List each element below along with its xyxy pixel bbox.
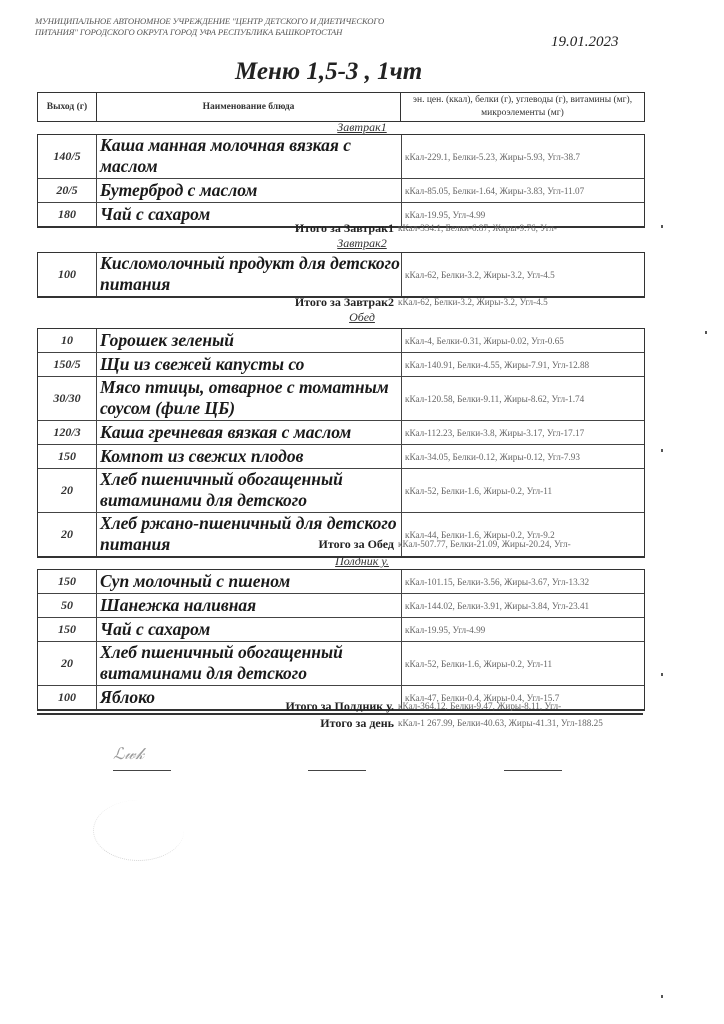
row-dish-name: Чай с сахаром: [97, 203, 402, 226]
row-yield: 150: [38, 570, 97, 593]
divider: [37, 713, 643, 715]
section-title-lunch: Обед: [349, 310, 375, 324]
row-nutrition: кКал-52, Белки-1.6, Жиры-0.2, Угл-11: [405, 485, 553, 496]
row-dish-name: Каша манная молочная вязкая с маслом: [97, 135, 402, 178]
signature-line-1: [113, 770, 171, 771]
scan-speck: [705, 331, 707, 334]
table-row: [38, 377, 644, 421]
total-label: Итого за Завтрак2: [294, 295, 394, 309]
section-total-snack: [37, 699, 643, 714]
scan-speck: [661, 449, 663, 452]
section-title-breakfast2: Завтрак2: [337, 236, 387, 250]
table-row: [38, 253, 644, 296]
row-yield: 20: [38, 469, 97, 512]
row-nutrition: кКал-62, Белки-3.2, Жиры-3.2, Угл-4.5: [405, 269, 555, 280]
row-nutrition: кКал-144.02, Белки-3.91, Жиры-3.84, Угл-23.41: [405, 600, 590, 611]
row-dish-name: Кисломолочный продукт для детского питания: [97, 253, 402, 296]
row-nutrition: кКал-229.1, Белки-5.23, Жиры-5.93, Угл-38.7: [405, 151, 580, 162]
table-row: [38, 421, 644, 445]
row-yield: 180: [38, 203, 97, 226]
table-header: [37, 92, 645, 122]
row-yield: 20/5: [38, 179, 97, 202]
header-nutrition: эн. цен. (ккал), белки (г), углеводы (г), витамины (мг), микроэлементы (мг): [412, 95, 633, 118]
scan-speck: [661, 995, 663, 998]
scan-speck: [661, 225, 663, 228]
row-dish-name: Хлеб пшеничный обогащенный витаминами для детского: [97, 469, 402, 512]
table-row: [38, 594, 644, 618]
row-nutrition: кКал-47, Белки-0.4, Жиры-0.4, Угл-15.7: [405, 692, 560, 703]
row-yield: 10: [38, 329, 97, 352]
section-table-snack: [37, 569, 645, 711]
row-dish-name: Чай с сахаром: [97, 618, 402, 641]
table-row: [38, 618, 644, 642]
scan-speck: [661, 673, 663, 676]
table-row: [38, 135, 644, 179]
total-value: кКал-364.12, Белки-9.47, Жиры-8.11, Угл-: [398, 701, 562, 711]
section-table-lunch: [37, 328, 645, 558]
total-label: Итого за Обед: [318, 537, 394, 551]
signature-mark: ℒ𝓌𝓀: [113, 744, 145, 763]
table-row: [38, 570, 644, 594]
row-dish-name: Хлеб пшеничный обогащенный витаминами для детского: [97, 642, 402, 685]
row-yield: 20: [38, 513, 97, 556]
row-yield: 150: [38, 445, 97, 468]
section-total-breakfast1: [37, 221, 643, 236]
table-row: [38, 329, 644, 353]
header-dish-name: Наименование блюда: [97, 93, 401, 121]
row-dish-name: Хлеб ржано-пшеничный для детского питания: [97, 513, 402, 556]
table-row: [38, 353, 644, 377]
row-nutrition: кКал-34.05, Белки-0.12, Жиры-0.12, Угл-7.93: [405, 451, 580, 462]
row-dish-name: Горошек зеленый: [97, 329, 402, 352]
total-label: Итого за Завтрак1: [294, 221, 394, 235]
total-value: кКал-507.77, Белки-21.09, Жиры-20.24, Угл-: [398, 539, 571, 549]
total-value: кКал-334.1, Белки-6.87, Жиры-9.76, Угл-: [398, 223, 557, 233]
page-title: Меню 1,5-3 , 1чт: [235, 58, 423, 85]
row-nutrition: кКал-140.91, Белки-4.55, Жиры-7.91, Угл-12.88: [405, 359, 590, 370]
row-dish-name: Щи из свежей капусты со: [97, 353, 402, 376]
table-row: [38, 179, 644, 203]
header-yield: Выход (г): [38, 93, 97, 121]
row-yield: 150: [38, 618, 97, 641]
signature-line-2: [308, 770, 366, 771]
section-table-breakfast1: [37, 134, 645, 228]
section-total-breakfast2: [37, 295, 643, 310]
row-dish-name: Компот из свежих плодов: [97, 445, 402, 468]
table-row: [38, 469, 644, 513]
row-dish-name: Каша гречневая вязкая с маслом: [97, 421, 402, 444]
row-dish-name: Яблоко: [97, 686, 402, 709]
row-yield: 30/30: [38, 377, 97, 420]
signature-line-3: [504, 770, 562, 771]
row-nutrition: кКал-52, Белки-1.6, Жиры-0.2, Угл-11: [405, 658, 553, 669]
row-nutrition: кКал-101.15, Белки-3.56, Жиры-3.67, Угл-13.32: [405, 576, 590, 587]
row-yield: 50: [38, 594, 97, 617]
row-nutrition: кКал-112.23, Белки-3.8, Жиры-3.17, Угл-17.17: [405, 427, 585, 438]
section-title-snack: Полдник у.: [335, 554, 389, 568]
table-row: [38, 642, 644, 686]
row-dish-name: Мясо птицы, отварное с томатным соусом (филе ЦБ): [97, 377, 402, 420]
document-date: 19.01.2023: [551, 34, 619, 50]
stamp-mark: [93, 800, 184, 861]
row-yield: 20: [38, 642, 97, 685]
row-dish-name: Шанежка наливная: [97, 594, 402, 617]
row-yield: 140/5: [38, 135, 97, 178]
section-table-breakfast2: [37, 252, 645, 298]
section-title-breakfast1: Завтрак1: [337, 120, 387, 134]
row-yield: 120/3: [38, 421, 97, 444]
day-total: [37, 716, 643, 731]
row-nutrition: кКал-19.95, Угл-4.99: [405, 209, 486, 220]
day-total-label: Итого за день: [320, 716, 394, 730]
row-nutrition: кКал-85.05, Белки-1.64, Жиры-3.83, Угл-11.07: [405, 185, 585, 196]
row-yield: 100: [38, 686, 97, 709]
row-nutrition: кКал-19.95, Угл-4.99: [405, 624, 486, 635]
row-nutrition: кКал-44, Белки-1.6, Жиры-0.2, Угл-9.2: [405, 529, 555, 540]
table-row: [38, 445, 644, 469]
day-total-value: кКал-1 267.99, Белки-40.63, Жиры-41.31, Угл-188.25: [398, 718, 603, 728]
row-dish-name: Суп молочный с пшеном: [97, 570, 402, 593]
row-nutrition: кКал-120.58, Белки-9.11, Жиры-8.62, Угл-1.74: [405, 393, 585, 404]
section-total-lunch: [37, 537, 643, 552]
organization-name: МУНИЦИПАЛЬНОЕ АВТОНОМНОЕ УЧРЕЖДЕНИЕ "ЦЕНТР ДЕТСКОГО И ДИЕТИЧЕСКОГО ПИТАНИЯ" ГОРОДСКОГО ОКРУГА ГОРОД УФА РЕСПУБЛИКА БАШКОРТОСТАН: [35, 16, 385, 37]
row-yield: 100: [38, 253, 97, 296]
row-yield: 150/5: [38, 353, 97, 376]
row-dish-name: Бутерброд с маслом: [97, 179, 402, 202]
total-value: кКал-62, Белки-3.2, Жиры-3.2, Угл-4.5: [398, 297, 548, 307]
total-label: Итого за Полдник у.: [285, 699, 394, 713]
row-nutrition: кКал-4, Белки-0.31, Жиры-0.02, Угл-0.65: [405, 335, 564, 346]
